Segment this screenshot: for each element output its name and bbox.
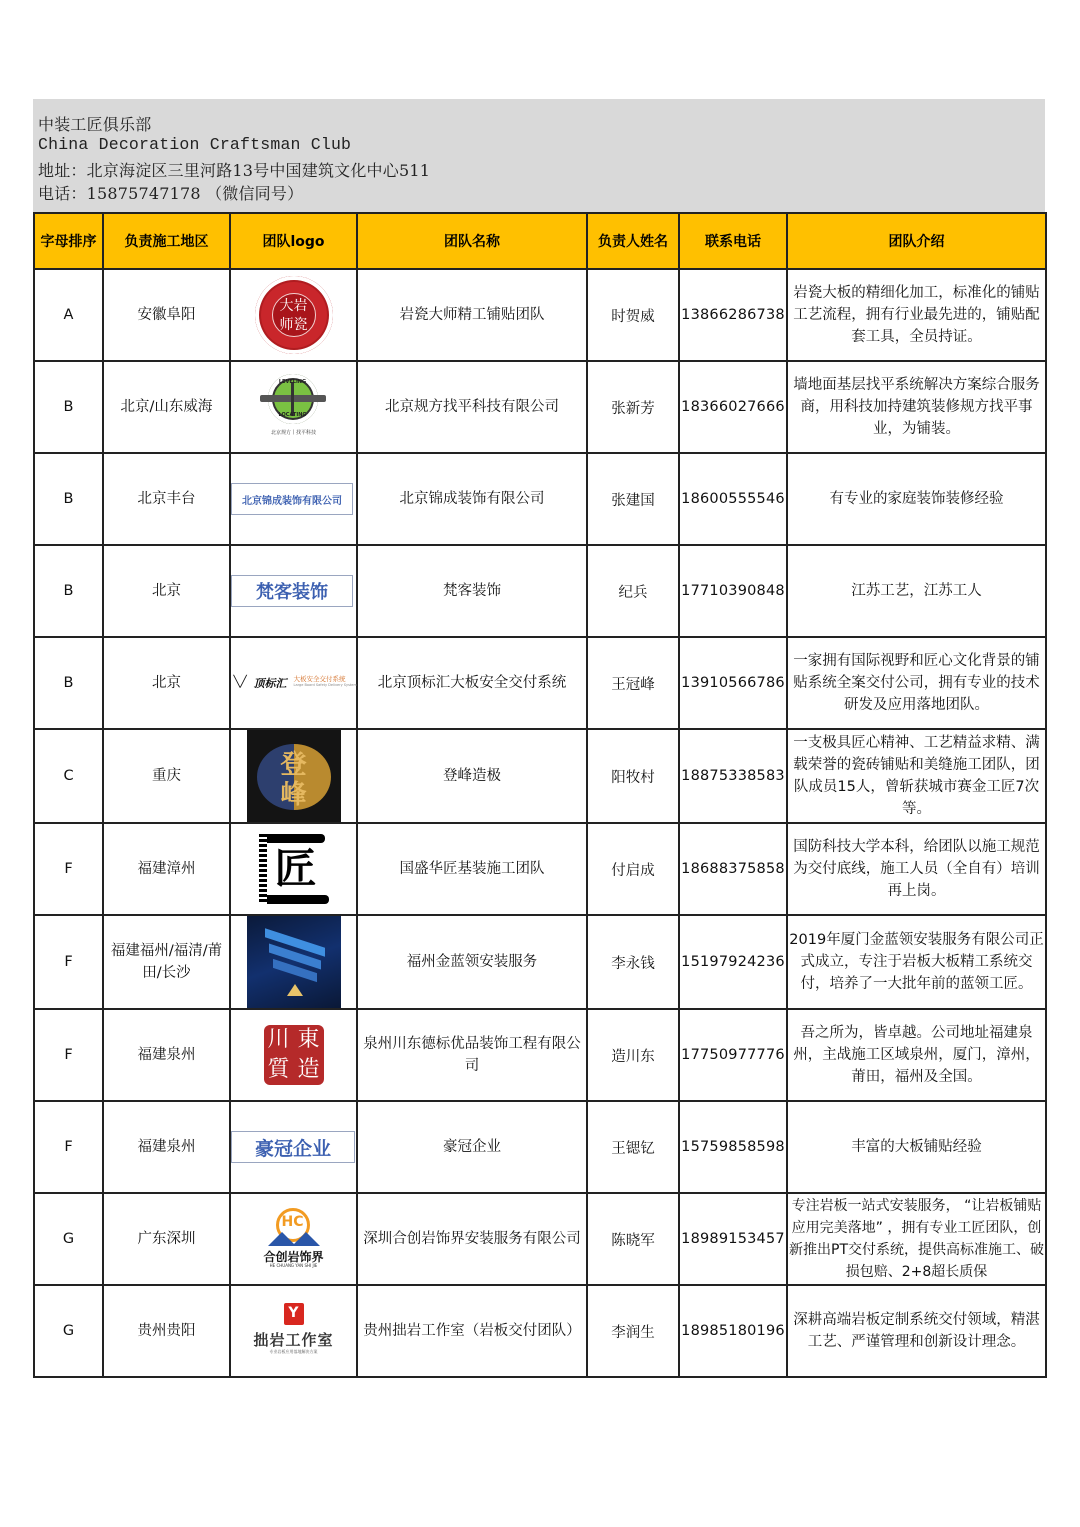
club-info-banner [33, 99, 1045, 212]
letter-cell: C [34, 729, 103, 823]
table-row [34, 1193, 1046, 1285]
region-cell: 广东深圳 [103, 1193, 230, 1285]
table-row [34, 453, 1046, 545]
region-cell: 贵州贵阳 [103, 1285, 230, 1377]
leader-cell: 王锶钇 [587, 1101, 679, 1193]
column-header-phone: 联系电话 [679, 213, 787, 269]
letter-cell: A [34, 269, 103, 361]
logo-cell [230, 1193, 357, 1285]
phone-cell: 18688375858 [679, 823, 787, 915]
leader-cell: 张建国 [587, 453, 679, 545]
team-logo-seal-chuandong-icon [264, 1025, 324, 1085]
table-header-row [34, 213, 1046, 269]
team-name-cell: 北京锦成装饰有限公司 [357, 453, 587, 545]
team-logo-hechuang-icon [254, 1208, 334, 1270]
logo-text: 造 [297, 1057, 320, 1082]
logo-text: HE CHUANG YAN SHI JIE [269, 1263, 318, 1268]
team-logo-jiang-icon [259, 834, 329, 904]
table-row [34, 823, 1046, 915]
phone-cell: 13910566786 [679, 637, 787, 729]
leader-cell: 王冠峰 [587, 637, 679, 729]
intro-cell: 岩瓷大板的精细化加工，标准化的铺贴工艺流程，拥有行业最先进的，铺贴配套工具，全员持证。 [787, 269, 1046, 361]
column-header-team-name: 团队名称 [357, 213, 587, 269]
table-row [34, 729, 1046, 823]
intro-cell: 一家拥有国际视野和匠心文化背景的铺贴系统全案交付公司，拥有专业的技术研发及应用落地团队。 [787, 637, 1046, 729]
leader-cell: 张新芳 [587, 361, 679, 453]
phone-cell: 18985180196 [679, 1285, 787, 1377]
logo-text: 匠 [274, 844, 317, 893]
logo-text: 顶标汇 [253, 677, 287, 690]
letter-cell: F [34, 915, 103, 1009]
logo-text: HC [281, 1214, 304, 1230]
logo-text: 北京锦成装饰有限公司 [242, 495, 342, 507]
column-header-letter: 字母排序 [34, 213, 103, 269]
leader-cell: 李永钱 [587, 915, 679, 1009]
table-row [34, 361, 1046, 453]
leader-cell: 陈晓军 [587, 1193, 679, 1285]
team-logo-dengfeng-icon [247, 730, 341, 822]
intro-cell: 一支极具匠心精神、工艺精益求精、满载荣誉的瓷砖铺贴和美缝施工团队，团队成员15人，曾斩获城市赛金工匠7次等。 [787, 729, 1046, 823]
phone-cell: 15759858598 [679, 1101, 787, 1193]
letter-cell: B [34, 453, 103, 545]
logo-cell [230, 361, 357, 453]
team-logo-jincheng-icon [231, 483, 353, 515]
region-cell: 福建漳州 [103, 823, 230, 915]
logo-cell [230, 637, 357, 729]
logo-caption: 北京规方丨找平科技 [270, 430, 316, 436]
region-cell: 北京丰台 [103, 453, 230, 545]
logo-cell [230, 545, 357, 637]
leader-cell: 付启成 [587, 823, 679, 915]
intro-cell: 2019年厦门金蓝领安装服务有限公司正式成立，专注于岩板大板精工系统交付，培养了一大批年前的蓝领工匠。 [787, 915, 1046, 1009]
table-row [34, 1285, 1046, 1377]
region-cell: 北京/山东威海 [103, 361, 230, 453]
table-row [34, 1101, 1046, 1193]
letter-cell: B [34, 637, 103, 729]
logo-cell [230, 269, 357, 361]
logo-cell [230, 1009, 357, 1101]
team-name-cell: 国盛华匠基装施工团队 [357, 823, 587, 915]
letter-cell: G [34, 1285, 103, 1377]
leader-cell: 阳牧村 [587, 729, 679, 823]
team-logo-chevron-icon [247, 916, 341, 1008]
table-row [34, 1009, 1046, 1101]
team-logo-haoguan-icon [231, 1131, 355, 1163]
intro-cell: 吾之所为，皆卓越。公司地址福建泉州，主战施工区域泉州，厦门，漳州，莆田，福州及全国。 [787, 1009, 1046, 1101]
intro-cell: 江苏工艺，江苏工人 [787, 545, 1046, 637]
region-cell: 北京 [103, 637, 230, 729]
team-name-cell: 贵州拙岩工作室（岩板交付团队） [357, 1285, 587, 1377]
logo-text: 峰 [280, 780, 307, 810]
logo-cell [230, 915, 357, 1009]
club-phone: 电话：15875747178 （微信同号） [38, 184, 304, 203]
logo-text: 梵客装饰 [256, 582, 328, 603]
logo-text: Large Board Safety Delivery System [293, 683, 357, 687]
letter-cell: G [34, 1193, 103, 1285]
region-cell: 福建泉州 [103, 1101, 230, 1193]
leader-cell: 造川东 [587, 1009, 679, 1101]
letter-cell: B [34, 545, 103, 637]
logo-text: 豪冠企业 [254, 1137, 331, 1160]
club-name-en: China Decoration Craftsman Club [38, 135, 352, 154]
team-name-cell: 深圳合创岩饰界安装服务有限公司 [357, 1193, 587, 1285]
intro-cell: 丰富的大板铺贴经验 [787, 1101, 1046, 1193]
team-logo-zhuoyan-icon [254, 1303, 334, 1359]
intro-cell: 墙地面基层找平系统解决方案综合服务商，用科技加持建筑装修规方找平事业，为铺装。 [787, 361, 1046, 453]
team-name-cell: 豪冠企业 [357, 1101, 587, 1193]
phone-cell: 17750977776 [679, 1009, 787, 1101]
region-cell: 重庆 [103, 729, 230, 823]
logo-text: 質 [267, 1057, 290, 1082]
team-name-cell: 泉州川东德标优品装饰工程有限公司 [357, 1009, 587, 1101]
intro-cell: 专注岩板一站式安装服务， “让岩板铺贴应用完美落地” ，拥有专业工匠团队，创新推出PT交付系统，提供高标准施工、破损包赔、2+8超长质保 [787, 1193, 1046, 1285]
phone-cell: 18875338583 [679, 729, 787, 823]
logo-text: LOCATING [278, 412, 307, 418]
logo-cell [230, 1285, 357, 1377]
leader-cell: 时贺威 [587, 269, 679, 361]
letter-cell: B [34, 361, 103, 453]
column-header-intro: 团队介绍 [787, 213, 1046, 269]
team-logo-seal-icon [255, 276, 333, 354]
logo-text: 拙岩工作室 [253, 1331, 334, 1349]
logo-text: 合创岩饰界 [263, 1250, 324, 1264]
team-name-cell: 岩瓷大师精工铺贴团队 [357, 269, 587, 361]
logo-text: LEVELING [278, 379, 307, 385]
club-name-cn: 中装工匠俱乐部 [38, 115, 152, 134]
phone-cell: 17710390848 [679, 545, 787, 637]
team-logo-fanke-icon [231, 575, 353, 607]
phone-cell: 18600555546 [679, 453, 787, 545]
logo-text: 東 [297, 1027, 320, 1052]
team-name-cell: 北京规方找平科技有限公司 [357, 361, 587, 453]
club-address: 地址：北京海淀区三里河路13号中国建筑文化中心511 [38, 161, 431, 180]
intro-cell: 有专业的家庭装饰装修经验 [787, 453, 1046, 545]
letter-cell: F [34, 823, 103, 915]
phone-cell: 13866286738 [679, 269, 787, 361]
logo-text: 川 [267, 1027, 290, 1052]
column-header-logo: 团队logo [230, 213, 357, 269]
team-name-cell: 北京顶标汇大板安全交付系统 [357, 637, 587, 729]
leader-cell: 纪兵 [587, 545, 679, 637]
team-table [33, 212, 1047, 1378]
letter-cell: F [34, 1009, 103, 1101]
logo-text: 登 [280, 750, 307, 780]
table-row [34, 269, 1046, 361]
leader-cell: 李润生 [587, 1285, 679, 1377]
logo-text: 大板安全交付系统 [293, 675, 346, 683]
letter-cell: F [34, 1101, 103, 1193]
table-row [34, 637, 1046, 729]
phone-cell: 18366027666 [679, 361, 787, 453]
logo-cell [230, 453, 357, 545]
phone-cell: 15197924236 [679, 915, 787, 1009]
logo-cell [230, 1101, 357, 1193]
team-name-cell: 梵客装饰 [357, 545, 587, 637]
phone-cell: 18989153457 [679, 1193, 787, 1285]
column-header-leader: 负责人姓名 [587, 213, 679, 269]
team-name-cell: 福州金蓝领安装服务 [357, 915, 587, 1009]
logo-text: Y [288, 1305, 299, 1321]
logo-text: 师瓷 [279, 317, 308, 333]
region-cell: 福建泉州 [103, 1009, 230, 1101]
region-cell: 北京 [103, 545, 230, 637]
logo-cell [230, 729, 357, 823]
logo-text: 专业岩板应用落地解决方案 [269, 1349, 318, 1354]
logo-cell [230, 823, 357, 915]
region-cell: 安徽阜阳 [103, 269, 230, 361]
region-cell: 福建福州/福清/莆田/长沙 [103, 915, 230, 1009]
team-logo-leveling-icon [254, 374, 334, 440]
intro-cell: 国防科技大学本科，给团队以施工规范为交付底线，施工人员（全自有）培训再上岗。 [787, 823, 1046, 915]
column-header-region: 负责施工地区 [103, 213, 230, 269]
table-row [34, 545, 1046, 637]
team-name-cell: 登峰造极 [357, 729, 587, 823]
logo-text: 大岩 [279, 298, 308, 314]
table-row [34, 915, 1046, 1009]
intro-cell: 深耕高端岩板定制系统交付领域，精湛工艺、严谨管理和创新设计理念。 [787, 1285, 1046, 1377]
team-logo-dingbiaohui-icon: ╲╱ 顶标汇 大板安全交付系统 Large Board Safety Delivery System [233, 675, 357, 690]
